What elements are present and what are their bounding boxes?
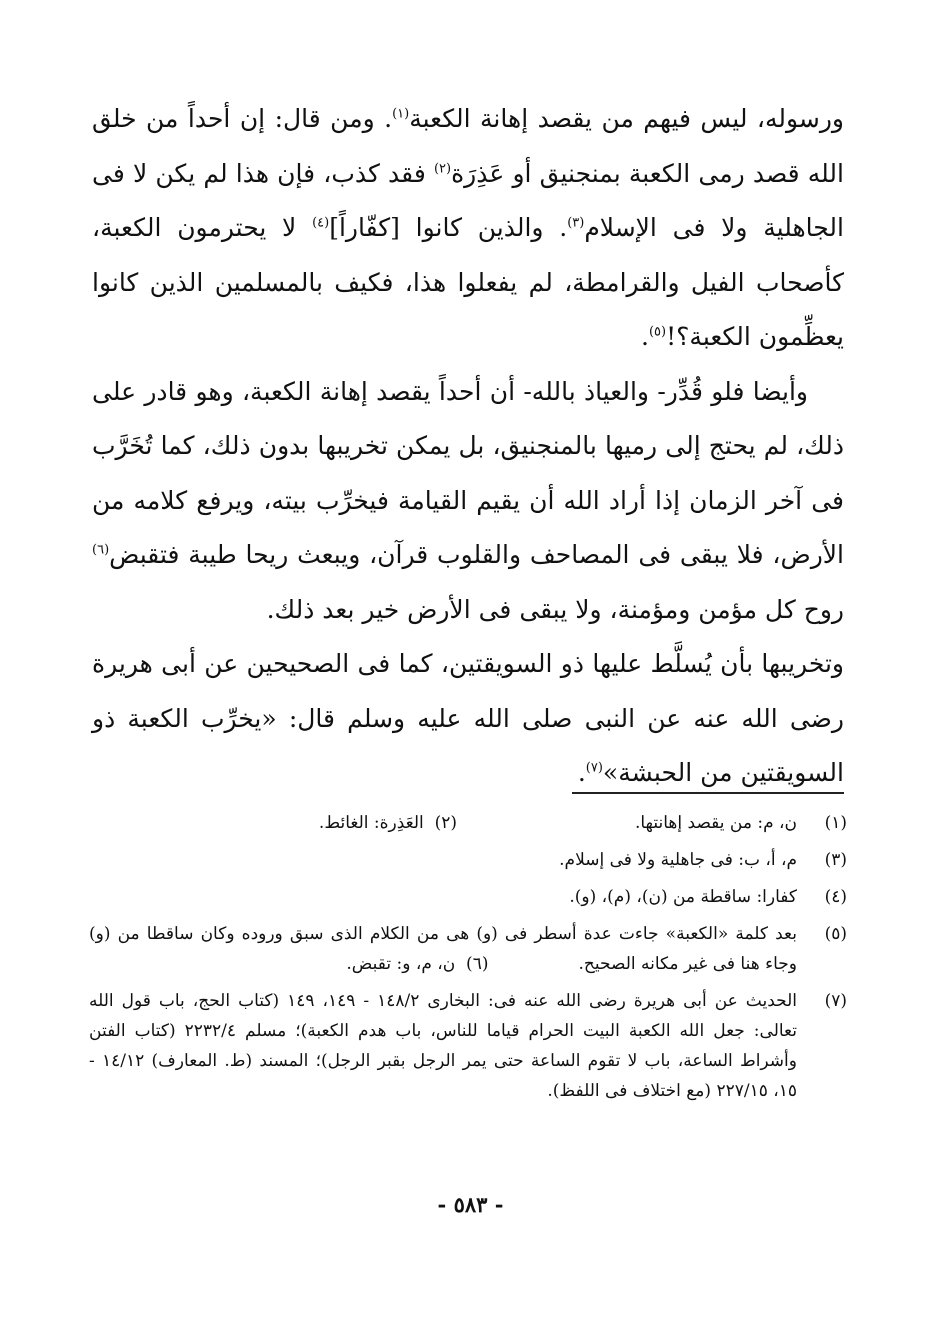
text-run: . والذين كانوا [كفّاراً] <box>329 213 568 242</box>
footnote-text: ن، م، و: تقبض. <box>346 954 456 974</box>
footnote-marker: (٥) <box>648 324 667 340</box>
footnote-row-4 <box>89 882 847 912</box>
paragraph-2 <box>92 365 844 638</box>
footnote-row-5-6 <box>89 919 847 979</box>
footnote-row-7 <box>89 986 847 1106</box>
text-run: . <box>641 322 649 351</box>
footnote-number: (٦) <box>466 954 489 974</box>
footnote-marker: (٦) <box>92 542 110 558</box>
footnote-text: العَذِرة: الغائط. <box>318 813 424 833</box>
footnote-number: (٣) <box>824 850 847 870</box>
footnote-row-1-2 <box>89 808 847 838</box>
footnote-marker: (٢) <box>433 161 452 177</box>
text-run: فقد كذب، فإن هذا لم يكن لا فى الجاهلية ولا فى الإسلام <box>92 158 844 242</box>
footnote-text: كفارا: ساقطة من (ن)، (م)، (و). <box>569 887 797 907</box>
footnote-text: الحديث عن أبى هريرة رضى الله عنه فى: البخارى ١٤٨/٢ - ١٤٩، ١٤٩ (كتاب الحج، باب قول الله تعالى: جعل الله الكعبة البيت الحرام قياما للناس، باب هدم الكعبة)؛ مسلم ٢٢٣٢/٤ (كتاب الفتن وأشراط الساعة، باب لا تقوم الساعة حتى يمر الرجل بقبر الرجل)؛ المسند (ط. المعارف) ١٤/١٢ - ١٥، ٢٢٧/١٥ (مع اختلاف فى اللفظ). <box>89 991 797 1101</box>
footnote-number: (٤) <box>824 887 847 907</box>
footnote-marker: (٤) <box>312 215 330 231</box>
text-run: وتخريبها بأن يُسلَّط عليها ذو السويقتين، كما فى الصحيحين عن أبى هريرة رضى الله عنه عن النبى صلى الله عليه وسلم قال: «يخرِّب الكعبة ذو السويقتين من الحبشة» <box>92 649 844 787</box>
text-run: وأيضا فلو قُدِّر- والعياذ بالله- أن أحداً يقصد إهانة الكعبة، وهو قادر على ذلك، لم يحتج إلى رميها بالمنجنيق، بل يمكن تخريبها بدون ذلك، كما تُخَرَّب فى آخر الزمان إذا أراد الله أن يقيم القيامة فيخرِّب بيته، ويرفع كلامه من الأرض، فلا يبقى فى المصاحف والقلوب قرآن، ويبعث ريحا طيبة فتقبض <box>92 376 844 569</box>
footnote-text: م، أ، ب: فى جاهلية ولا فى إسلام. <box>559 850 797 870</box>
footnote-number: (٥) <box>824 924 847 944</box>
page-number: - ٥٨٣ - <box>437 1192 504 1217</box>
footnote-number: (٢) <box>434 813 457 833</box>
footnote-text: ن، م: من يقصد إهانتها. <box>634 813 797 833</box>
main-text <box>92 92 844 801</box>
footnote-marker: (١) <box>392 106 410 122</box>
footnote-row-3 <box>89 845 847 875</box>
text-run: روح كل مؤمن ومؤمنة، ولا يبقى فى الأرض خير بعد ذلك. <box>266 594 844 624</box>
paragraph-1 <box>92 92 844 365</box>
footnote-separator <box>572 792 844 794</box>
footnote-text: بعد كلمة «الكعبة» جاءت عدة أسطر فى (و) هى من الكلام الذى سبق وروده وكان ساقطا من (و) وجاء هنا فى غير مكانه الصحيح. <box>89 924 797 974</box>
text-run: . ومن قال: إن أحداً من خلق الله قصد رمى الكعبة بمنجنيق أو عَذِرَة <box>92 104 844 188</box>
footnotes <box>89 808 847 1113</box>
text-run: . <box>577 758 586 787</box>
text-run: ورسوله، ليس فيهم من يقصد إهانة الكعبة <box>409 104 844 133</box>
footnote-marker: (٣) <box>567 215 585 231</box>
paragraph-3 <box>92 637 844 801</box>
footnote-marker: (٧) <box>585 760 603 776</box>
text-run: لا يحترمون الكعبة، كأصحاب الفيل والقرامطة، لم يفعلوا هذا، فكيف بالمسلمين الذين كانوا يعظِّمون الكعبة؟! <box>92 213 844 351</box>
footnote-number: (٧) <box>824 991 847 1011</box>
footnote-number: (١) <box>824 813 847 833</box>
